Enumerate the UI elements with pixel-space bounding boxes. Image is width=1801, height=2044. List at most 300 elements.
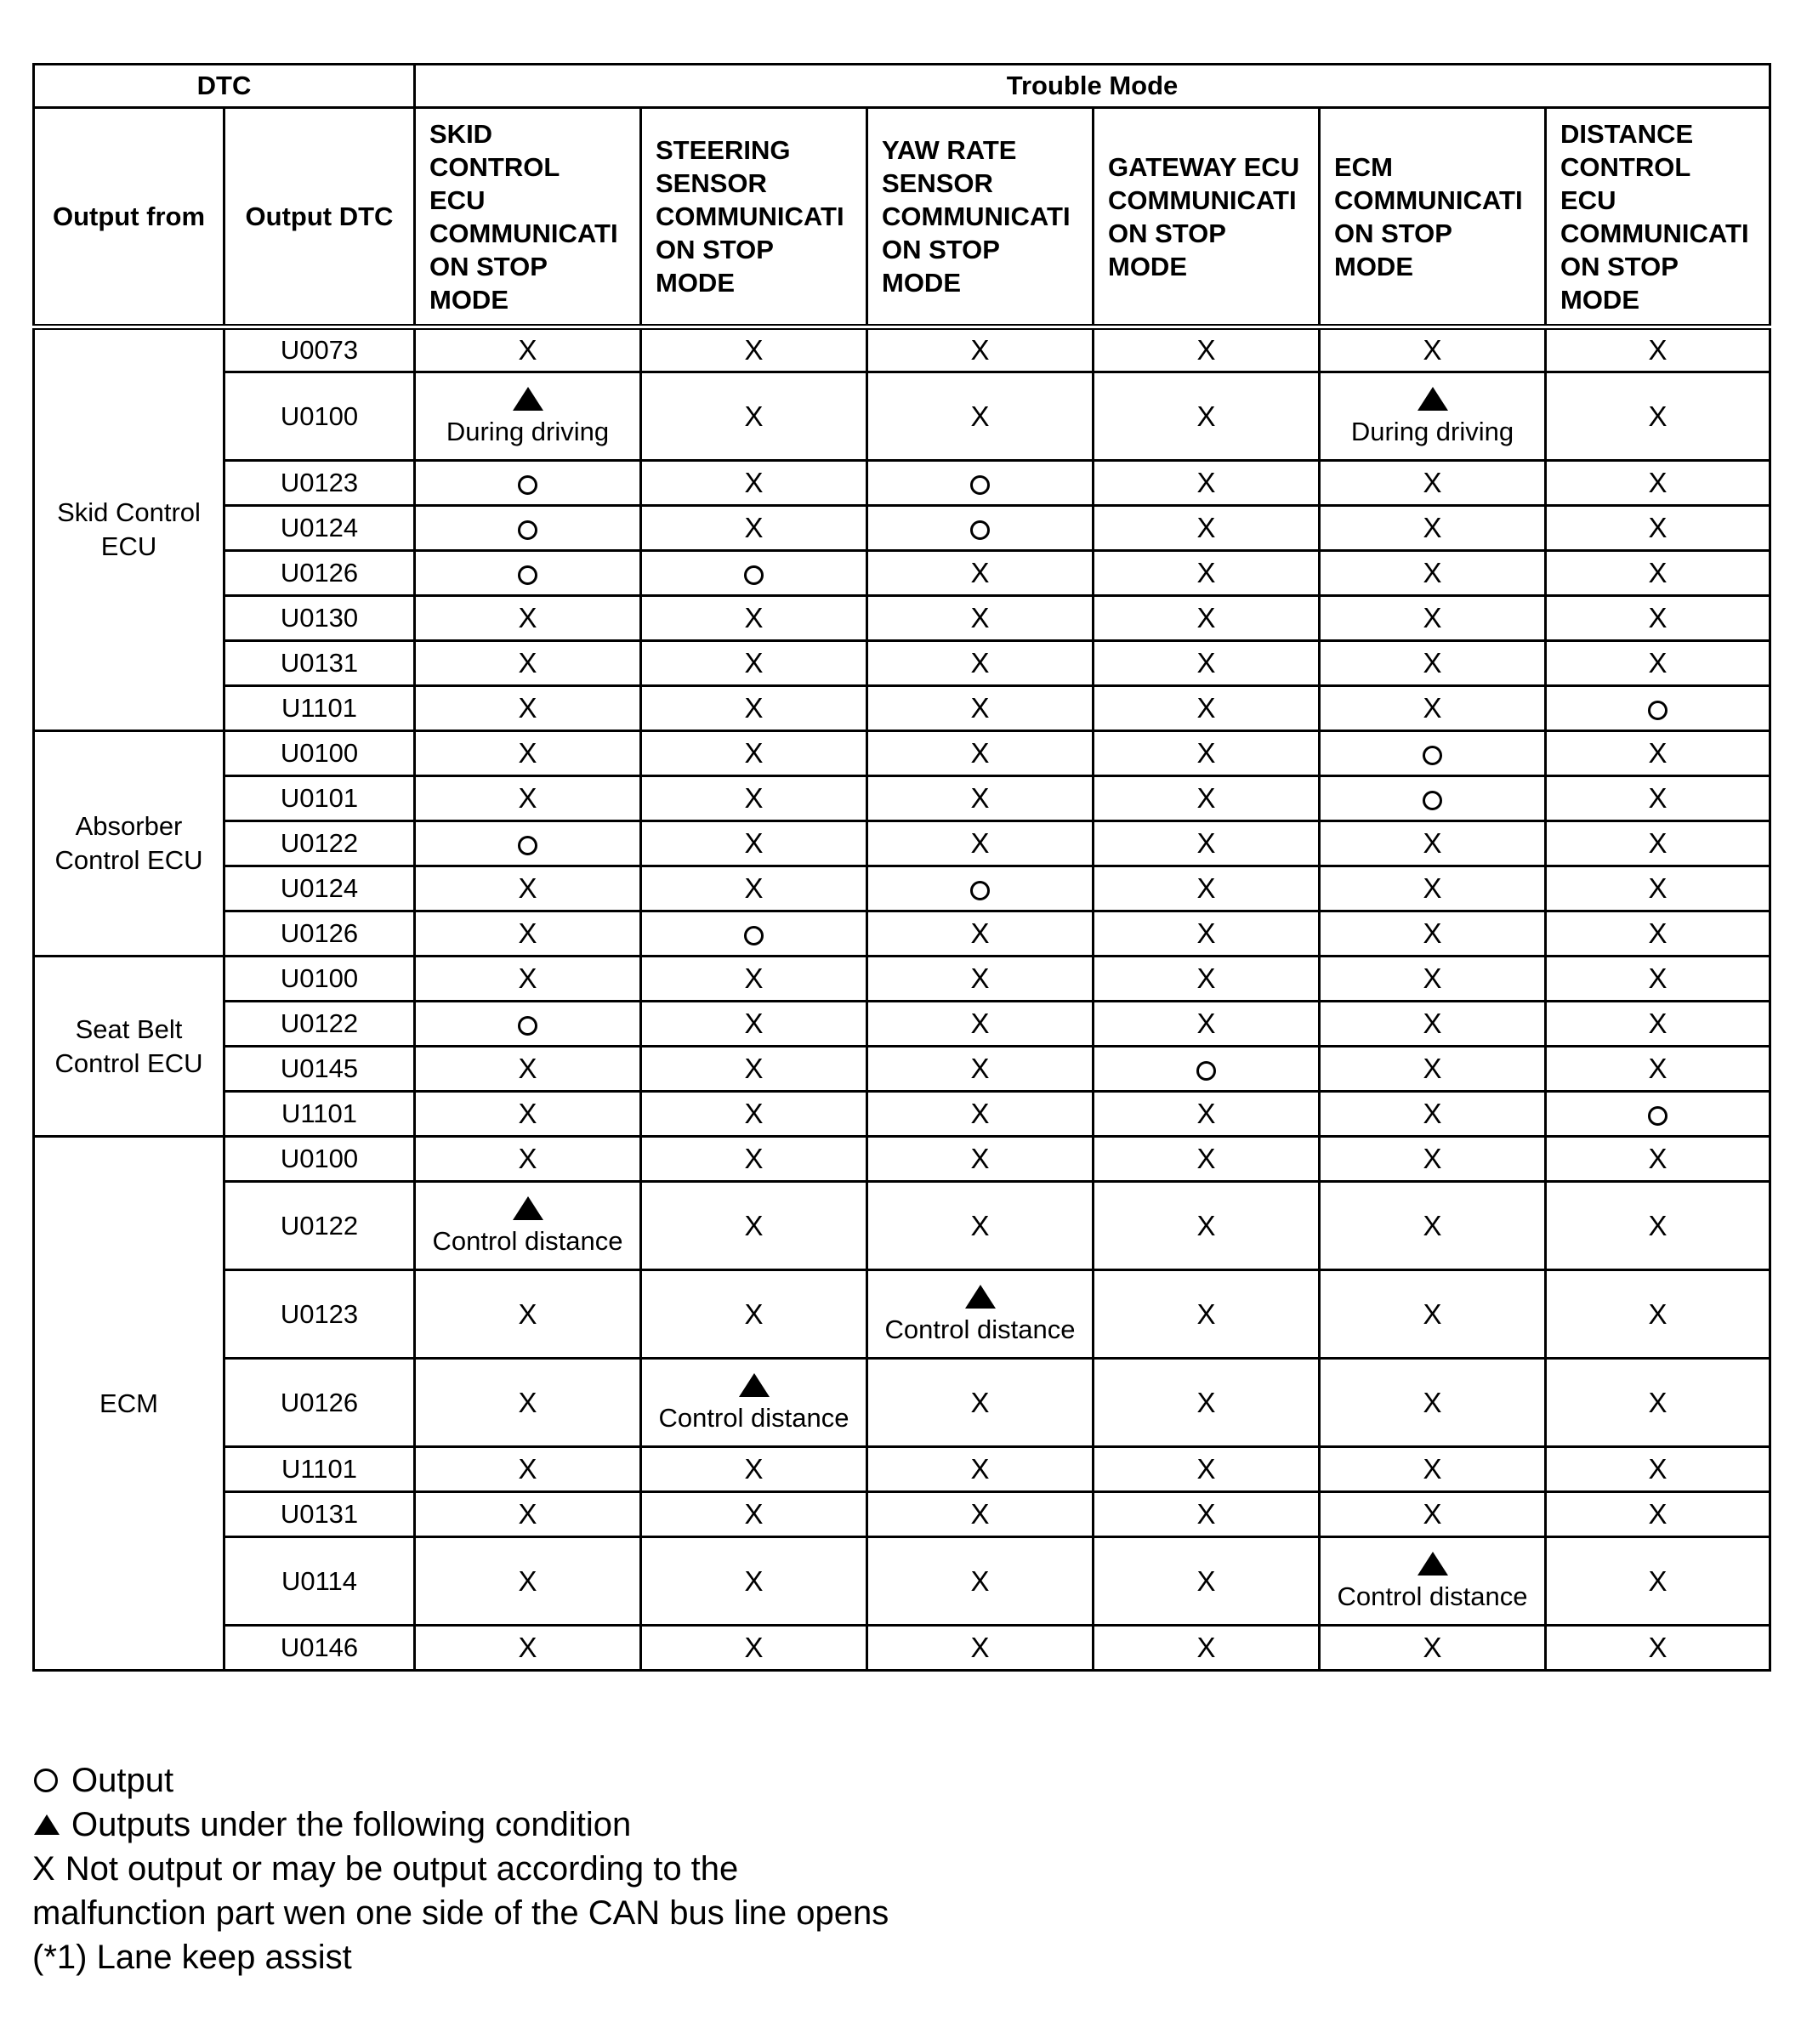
x-mark: X: [1648, 602, 1667, 634]
x-mark: X: [1423, 1143, 1442, 1175]
mode-header-4: [1320, 108, 1546, 327]
output-from-line: Absorber: [75, 811, 183, 841]
circle-icon: [1423, 791, 1442, 810]
mode-cell: [1094, 596, 1320, 641]
mode-cell: [867, 506, 1094, 551]
mode-header-line: MODE: [429, 284, 508, 315]
x-mark: X: [518, 1386, 537, 1418]
output-dtc-cell: U0100: [224, 957, 415, 1002]
mode-header-line: CONTROL: [429, 151, 560, 182]
mode-header-line: ON STOP: [429, 251, 548, 281]
mode-cell: [641, 821, 867, 866]
mode-header-line: ECM: [1334, 151, 1393, 182]
table-row: [34, 1537, 1770, 1626]
x-mark: X: [1648, 1564, 1667, 1597]
mode-header-0: [415, 108, 641, 327]
x-mark: X: [970, 334, 990, 366]
x-mark: X: [1648, 1143, 1667, 1175]
mode-cell: [1320, 1626, 1546, 1671]
mode-cell: [1094, 686, 1320, 731]
mode-cell: [415, 1092, 641, 1137]
mode-header-line: COMMUNICATI: [1560, 218, 1749, 248]
mode-cell: [1546, 911, 1770, 957]
table-row: [34, 1047, 1770, 1092]
mode-cell: [1094, 641, 1320, 686]
mode-header-line: COMMUNICATI: [429, 218, 618, 248]
mode-header-5: [1546, 108, 1770, 327]
output-dtc-cell: U0123: [224, 1270, 415, 1359]
mode-cell: [867, 1537, 1094, 1626]
circle-icon: [34, 1769, 58, 1792]
table-row: [34, 506, 1770, 551]
mode-header-line: CONTROL: [1560, 151, 1691, 182]
mode-cell: [867, 686, 1094, 731]
x-mark: X: [518, 334, 537, 366]
mode-cell: [1546, 1537, 1770, 1626]
x-mark: X: [1423, 917, 1442, 950]
mode-cell: [1546, 1182, 1770, 1270]
output-dtc-cell: U0114: [224, 1537, 415, 1626]
table-row: [34, 327, 1770, 372]
x-mark: X: [1196, 602, 1216, 634]
mode-cell: [1094, 1537, 1320, 1626]
mode-cell: [1320, 911, 1546, 957]
mode-cell: [1094, 731, 1320, 776]
mode-header-line: COMMUNICATI: [1108, 185, 1297, 215]
mode-cell: [1546, 1137, 1770, 1182]
output-dtc-cell: U0126: [224, 551, 415, 596]
x-mark: X: [970, 1143, 990, 1175]
x-mark: X: [518, 1053, 537, 1085]
mode-cell: [1094, 372, 1320, 461]
mode-cell: [641, 641, 867, 686]
output-dtc-cell: U0123: [224, 461, 415, 506]
mode-cell: [1320, 327, 1546, 372]
x-mark: X: [970, 1453, 990, 1485]
x-mark: X: [744, 1453, 764, 1485]
x-mark: X: [970, 1008, 990, 1040]
x-mark: X: [1423, 334, 1442, 366]
mode-cell: [1546, 1002, 1770, 1047]
mode-cell: [641, 551, 867, 596]
mode-cell: [1094, 911, 1320, 957]
mode-cell: [641, 461, 867, 506]
x-mark: X: [518, 692, 537, 724]
mode-cell: [1320, 1182, 1546, 1270]
x-mark: X: [1423, 1209, 1442, 1241]
legend-not-output-line2: malfunction part wen one side of the CAN bus line opens: [32, 1894, 889, 1932]
triangle-icon: [965, 1285, 996, 1309]
mode-header-1: [641, 108, 867, 327]
mode-cell: [415, 1270, 641, 1359]
mode-cell: [867, 1047, 1094, 1092]
output-dtc-cell: U0130: [224, 596, 415, 641]
x-mark: X: [744, 647, 764, 679]
mode-cell: [415, 1626, 641, 1671]
x-mark: X: [1423, 557, 1442, 589]
x-mark: X: [518, 1297, 537, 1330]
mode-cell: [641, 911, 867, 957]
output-dtc-cell: U0122: [224, 821, 415, 866]
dtc-trouble-mode-table: [32, 63, 1771, 1672]
x-mark: X: [1648, 1297, 1667, 1330]
output-from-line: ECM: [99, 1388, 158, 1418]
mode-cell: [867, 551, 1094, 596]
mode-cell: [1320, 1359, 1546, 1447]
x-mark: X: [744, 1632, 764, 1664]
mode-cell: [1546, 821, 1770, 866]
mode-cell: [867, 596, 1094, 641]
conditional-output: [868, 1285, 1092, 1344]
mode-cell: [415, 1492, 641, 1537]
x-mark: X: [970, 962, 990, 995]
mode-cell: [1546, 461, 1770, 506]
x-mark: X: [1423, 647, 1442, 679]
condition-note: Control distance: [432, 1225, 623, 1256]
mode-cell: [1546, 506, 1770, 551]
mode-cell: [641, 1182, 867, 1270]
x-mark: X: [744, 1098, 764, 1130]
mode-cell: [415, 461, 641, 506]
mode-cell: [1546, 1359, 1770, 1447]
x-mark: X: [744, 334, 764, 366]
table-row: [34, 911, 1770, 957]
output-dtc-cell: U0101: [224, 776, 415, 821]
x-mark: X: [518, 602, 537, 634]
circle-icon: [518, 565, 537, 585]
mode-cell: [867, 866, 1094, 911]
output-dtc-cell: U1101: [224, 686, 415, 731]
x-mark: X: [1423, 827, 1442, 860]
condition-note: During driving: [1350, 416, 1514, 446]
output-from-line: Control ECU: [54, 845, 203, 875]
x-mark: X: [744, 1498, 764, 1530]
mode-cell: [415, 776, 641, 821]
mode-cell: [641, 957, 867, 1002]
x-mark: X: [1196, 1564, 1216, 1597]
x-mark: X: [744, 782, 764, 815]
output-dtc-cell: U0131: [224, 641, 415, 686]
mode-cell: [415, 1359, 641, 1447]
x-mark: X: [970, 1053, 990, 1085]
x-mark: X: [1423, 872, 1442, 905]
x-mark: X: [1196, 827, 1216, 860]
mode-cell: [1320, 1270, 1546, 1359]
x-mark: X: [1196, 737, 1216, 769]
output-from-line: ECU: [100, 531, 157, 561]
mode-cell: [641, 1270, 867, 1359]
mode-header-line: ECU: [1560, 185, 1616, 215]
output-dtc-cell: U0122: [224, 1002, 415, 1047]
mode-cell: [1546, 731, 1770, 776]
x-mark: X: [1196, 467, 1216, 499]
x-mark: X: [1196, 1008, 1216, 1040]
mode-header-line: ON STOP: [1560, 251, 1679, 281]
x-mark: X: [1648, 782, 1667, 815]
circle-icon: [1423, 746, 1442, 765]
x-mark: X: [1423, 1632, 1442, 1664]
mode-cell: [641, 1137, 867, 1182]
x-mark: X: [744, 400, 764, 432]
mode-cell: [1320, 731, 1546, 776]
table-row: [34, 1626, 1770, 1671]
x-mark: X: [1196, 1453, 1216, 1485]
x-mark: X: [1648, 872, 1667, 905]
table-row: [34, 1270, 1770, 1359]
x-mark: X: [1196, 647, 1216, 679]
output-dtc-cell: U0073: [224, 327, 415, 372]
output-dtc-cell: U0100: [224, 372, 415, 461]
legend-footnote: [32, 1935, 889, 1979]
x-mark: X: [744, 872, 764, 905]
table-row: [34, 686, 1770, 731]
x-mark: X: [970, 1209, 990, 1241]
x-mark: X: [32, 1850, 55, 1888]
table-row: [34, 1359, 1770, 1447]
mode-cell: [415, 1537, 641, 1626]
mode-cell: [867, 461, 1094, 506]
mode-cell: [1546, 866, 1770, 911]
mode-cell: [1320, 461, 1546, 506]
legend-output-text: Output: [71, 1762, 174, 1799]
x-mark: X: [970, 827, 990, 860]
legend-not-output: [32, 1847, 889, 1891]
x-mark: X: [1196, 1297, 1216, 1330]
mode-cell: [415, 327, 641, 372]
mode-cell: [641, 1002, 867, 1047]
x-mark: X: [1196, 334, 1216, 366]
table-row: [34, 461, 1770, 506]
trouble-mode-group-header: Trouble Mode: [415, 65, 1770, 108]
x-mark: X: [1423, 1008, 1442, 1040]
mode-cell: [867, 1626, 1094, 1671]
x-mark: X: [744, 1053, 764, 1085]
x-mark: X: [1196, 400, 1216, 432]
output-from-line: Skid Control: [57, 497, 201, 527]
mode-cell: [1094, 1359, 1320, 1447]
x-mark: X: [1423, 692, 1442, 724]
output-dtc-cell: U0126: [224, 1359, 415, 1447]
mode-cell: [1320, 1447, 1546, 1492]
mode-cell: [867, 1270, 1094, 1359]
x-mark: X: [518, 647, 537, 679]
legend-conditional: [32, 1803, 889, 1847]
mode-cell: [641, 686, 867, 731]
conditional-output: [1321, 387, 1544, 446]
mode-header-line: ON STOP: [882, 235, 1000, 264]
mode-cell: [867, 1137, 1094, 1182]
circle-icon: [518, 475, 537, 495]
x-mark: X: [1196, 962, 1216, 995]
mode-header-line: GATEWAY ECU: [1108, 151, 1300, 182]
x-mark: X: [1196, 1498, 1216, 1530]
output-from-line: Seat Belt: [75, 1013, 183, 1044]
x-mark: X: [1648, 917, 1667, 950]
mode-cell: [867, 776, 1094, 821]
mode-cell: [1546, 327, 1770, 372]
mode-header-2: [867, 108, 1094, 327]
x-mark: X: [518, 962, 537, 995]
x-mark: X: [970, 1564, 990, 1597]
table-row: [34, 551, 1770, 596]
mode-cell: [641, 1447, 867, 1492]
mode-cell: [1094, 1270, 1320, 1359]
mode-cell: [1546, 776, 1770, 821]
x-mark: X: [970, 1632, 990, 1664]
x-mark: X: [1648, 1386, 1667, 1418]
output-dtc-cell: U0146: [224, 1626, 415, 1671]
x-mark: X: [1648, 827, 1667, 860]
mode-cell: [1094, 866, 1320, 911]
mode-cell: [1094, 776, 1320, 821]
x-mark: X: [1423, 1453, 1442, 1485]
conditional-output: [416, 387, 639, 446]
x-mark: X: [1648, 400, 1667, 432]
mode-cell: [1094, 1137, 1320, 1182]
circle-icon: [518, 836, 537, 855]
mode-cell: [1094, 1002, 1320, 1047]
x-mark: X: [1648, 1008, 1667, 1040]
output-from-line: Control ECU: [54, 1048, 203, 1078]
output-dtc-cell: U0100: [224, 1137, 415, 1182]
x-mark: X: [1196, 1098, 1216, 1130]
mode-header-line: SENSOR: [882, 168, 993, 198]
mode-cell: [1546, 596, 1770, 641]
x-mark: X: [518, 1564, 537, 1597]
table-row: [34, 1447, 1770, 1492]
mode-cell: [1320, 551, 1546, 596]
x-mark: X: [1196, 1632, 1216, 1664]
x-mark: X: [744, 962, 764, 995]
x-mark: X: [970, 1498, 990, 1530]
conditional-output: [416, 1196, 639, 1256]
mode-cell: [415, 506, 641, 551]
mode-cell: [867, 821, 1094, 866]
mode-header-line: MODE: [882, 268, 961, 298]
x-mark: X: [744, 1297, 764, 1330]
output-dtc-cell: U0124: [224, 866, 415, 911]
mode-cell: [415, 1002, 641, 1047]
x-mark: X: [1196, 1143, 1216, 1175]
x-mark: X: [518, 1143, 537, 1175]
mode-cell: [641, 372, 867, 461]
legend-conditional-text: Outputs under the following condition: [71, 1806, 632, 1843]
condition-note: Control distance: [658, 1402, 849, 1433]
x-mark: X: [970, 1386, 990, 1418]
x-mark: X: [970, 557, 990, 589]
mode-cell: [1094, 1047, 1320, 1092]
table-row: [34, 596, 1770, 641]
x-mark: X: [970, 692, 990, 724]
mode-cell: [641, 1047, 867, 1092]
output-dtc-cell: U0131: [224, 1492, 415, 1537]
mode-cell: [867, 327, 1094, 372]
mode-cell: [641, 1359, 867, 1447]
output-dtc-cell: U1101: [224, 1447, 415, 1492]
mode-cell: [1320, 1002, 1546, 1047]
x-mark: X: [1196, 512, 1216, 544]
mode-cell: [1320, 1047, 1546, 1092]
circle-icon: [1648, 1106, 1667, 1126]
x-mark: X: [970, 647, 990, 679]
x-mark: X: [744, 1209, 764, 1241]
x-mark: X: [1196, 917, 1216, 950]
triangle-icon: [513, 387, 543, 411]
mode-cell: [1320, 957, 1546, 1002]
table-row: [34, 957, 1770, 1002]
mode-cell: [415, 1182, 641, 1270]
condition-note: Control distance: [1337, 1581, 1528, 1611]
mode-cell: [1320, 372, 1546, 461]
mode-cell: [415, 551, 641, 596]
mode-cell: [415, 1047, 641, 1092]
output-from-cell: [34, 957, 224, 1137]
table-row: [34, 1137, 1770, 1182]
table-row: [34, 731, 1770, 776]
mode-cell: [1546, 641, 1770, 686]
conditional-output: [642, 1373, 866, 1433]
circle-icon: [518, 1016, 537, 1036]
mode-header-line: STEERING: [656, 135, 791, 165]
mode-cell: [1094, 461, 1320, 506]
x-mark: X: [970, 737, 990, 769]
triangle-icon: [739, 1373, 770, 1397]
x-mark: X: [744, 602, 764, 634]
mode-cell: [415, 1447, 641, 1492]
x-mark: X: [1423, 962, 1442, 995]
table-row: [34, 776, 1770, 821]
mode-cell: [1546, 1047, 1770, 1092]
x-mark: X: [1423, 1098, 1442, 1130]
mode-cell: [641, 1626, 867, 1671]
mode-cell: [641, 596, 867, 641]
dtc-group-header: DTC: [34, 65, 415, 108]
circle-icon: [744, 926, 764, 945]
x-mark: X: [518, 782, 537, 815]
mode-cell: [1094, 1626, 1320, 1671]
output-dtc-header: Output DTC: [224, 108, 415, 327]
mode-header-line: MODE: [656, 268, 735, 298]
x-mark: X: [744, 467, 764, 499]
x-mark: X: [1648, 1209, 1667, 1241]
x-mark: X: [1648, 1498, 1667, 1530]
x-mark: X: [1196, 692, 1216, 724]
mode-cell: [1546, 551, 1770, 596]
x-mark: X: [1423, 1297, 1442, 1330]
circle-icon: [970, 881, 990, 900]
mode-cell: [415, 596, 641, 641]
x-mark: X: [1648, 512, 1667, 544]
conditional-output: [1321, 1552, 1544, 1611]
mode-cell: [415, 372, 641, 461]
mode-cell: [867, 641, 1094, 686]
mode-header-line: COMMUNICATI: [1334, 185, 1523, 215]
circle-icon: [518, 520, 537, 540]
mode-cell: [641, 1537, 867, 1626]
mode-cell: [867, 731, 1094, 776]
mode-cell: [867, 1359, 1094, 1447]
mode-cell: [415, 641, 641, 686]
table-row: [34, 866, 1770, 911]
mode-cell: [1546, 372, 1770, 461]
circle-icon: [744, 565, 764, 585]
mode-cell: [867, 1002, 1094, 1047]
condition-note: During driving: [446, 416, 610, 446]
table-row: [34, 1092, 1770, 1137]
mode-cell: [1546, 686, 1770, 731]
x-mark: X: [1648, 737, 1667, 769]
table-body: [34, 327, 1770, 1671]
